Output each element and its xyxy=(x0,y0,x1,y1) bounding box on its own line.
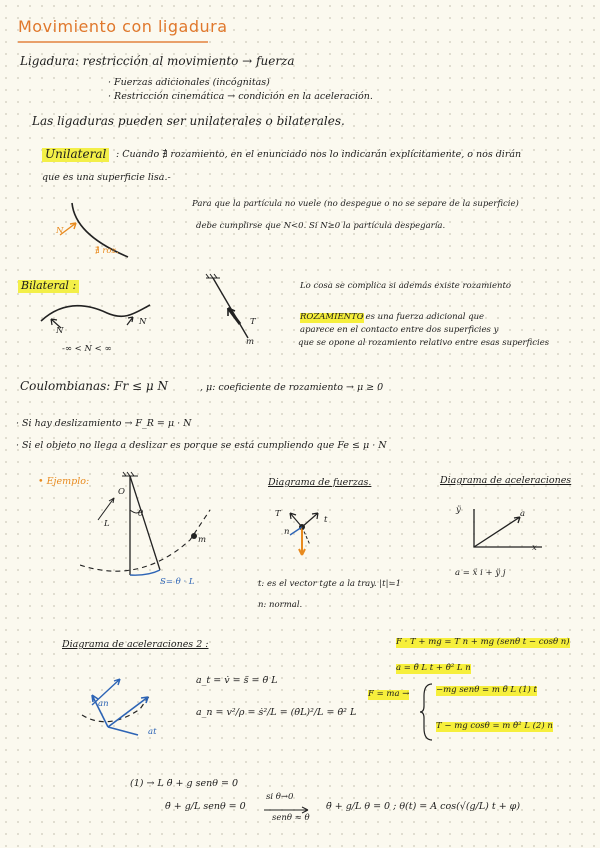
unilateral-n-label: N xyxy=(56,226,64,236)
rozamiento-label: ROZAMIENTO xyxy=(300,312,364,322)
no-friction-label: ∄ roz. xyxy=(95,246,119,256)
arc-length-label: S= θ · L xyxy=(160,577,195,587)
acc-vector-eq: a = θ̈ L t + θ̇² L n xyxy=(396,663,471,673)
length-l-label: L xyxy=(104,519,110,529)
unilateral-text-2: que es una superficie lisa.- xyxy=(42,172,171,183)
newton-eq: F = ma → xyxy=(368,689,410,699)
bilateral-n-right: N xyxy=(139,317,147,327)
mass-label: m xyxy=(246,337,255,347)
example-pendulum-diagram xyxy=(80,470,220,590)
an-label: an xyxy=(98,699,109,709)
rozamiento-def-1: : es una fuerza adicional que xyxy=(360,312,485,322)
normal-note: n: normal. xyxy=(258,600,303,610)
coulomb-bullet-2: · Si el objeto no llega a deslizar es porque se está cumpliendo que Fe ≤ μ · N xyxy=(16,440,387,451)
acc-x-label: x xyxy=(532,543,537,553)
accelerations-diagram xyxy=(462,505,552,555)
friction-note: Lo cosa se complica si además existe rozamiento xyxy=(300,281,512,291)
bullet-2: · Restricción cinemática → condición en la aceleración. xyxy=(108,91,373,102)
unilateral-cond-2: debe cumplirse que N<0. Si N≥0 la partícula despegaría. xyxy=(196,221,446,231)
forces-diagram xyxy=(272,505,342,570)
at-label: at xyxy=(148,727,157,737)
pivot-o-label: O xyxy=(118,487,125,497)
example-label: • Ejemplo: xyxy=(38,476,90,487)
coulomb-mu: , μ: coeficiente de rozamiento → μ ≥ 0 xyxy=(200,382,384,393)
harmonic-solution: θ̈ + g/L θ = 0 ; θ(t) = A cos(√(g/L) t + φ) xyxy=(326,801,521,812)
bullet-1: · Fuerzas adicionales (incógnitas) xyxy=(108,77,270,88)
unilateral-text-1: : Cuando ∄ rozamiento, en el enunciado nos lo indicarán explícitamente, o nos dirán xyxy=(116,149,522,160)
bilateral-range: -∞ < N < ∞ xyxy=(62,344,112,354)
acc-a-label: a xyxy=(520,509,526,519)
example-mass-label: m xyxy=(198,535,207,545)
rozamiento-def-3: que se opone al rozamiento relativo entre esas superficies xyxy=(298,338,550,348)
unilateral-label: Unilateral xyxy=(42,148,109,162)
equation-1-tangent: −mg senθ = m θ̈ L (1) t xyxy=(436,685,537,695)
acc-y-label: ÿ xyxy=(456,505,461,515)
forces-title: Diagrama de fuerzas. xyxy=(268,477,372,488)
normal-vector-label: n xyxy=(284,527,290,537)
ligadura-definition: Ligadura: restricción al movimiento → fuerza xyxy=(20,54,295,68)
accelerations2-diagram xyxy=(78,665,178,750)
forces-t-label: T xyxy=(275,509,281,519)
small-angle-approx: senθ ≈ θ xyxy=(272,813,310,823)
unilateral-cond-1: Para que la partícula no vuele (no despegue o no se separe de la superficie) xyxy=(192,199,519,209)
equation-2-normal: T − mg cosθ = m θ̇² L (2) n xyxy=(436,721,553,731)
bilateral-label: Bilateral : xyxy=(18,280,79,293)
tangent-note: t: es el vector tgte a la tray. |t|=1 xyxy=(258,579,401,589)
system-brace xyxy=(420,682,434,742)
bilateral-n-left: N xyxy=(56,326,64,336)
rozamiento-def-2: aparece en el contacto entre dos superficies y xyxy=(300,325,499,335)
coulomb-bullet-1: · Si hay deslizamiento → F_R = μ · N xyxy=(16,418,192,429)
title-underline xyxy=(18,41,208,43)
normal-acc-eq: a_n = v²/ρ = ṡ²/L = (θ̇L)²/L = θ̇² L xyxy=(196,707,357,718)
ligadura-types: Las ligaduras pueden ser unilaterales o bilaterales. xyxy=(32,114,345,128)
bottom-eq-2: θ̈ + g/L senθ = 0 xyxy=(165,801,246,812)
small-angle-condition: si θ→0 xyxy=(266,792,294,802)
force-sum-eq: F · T + mg = T n + mg (senθ t − cosθ n) xyxy=(396,637,570,647)
acc-equation: a = ẍ i + ÿ j xyxy=(455,568,506,578)
tension-label: T xyxy=(250,317,256,327)
pendulum-tension-diagram xyxy=(198,272,268,352)
theta-label: θ xyxy=(138,509,144,519)
tangent-vector-label: t xyxy=(324,515,328,525)
accelerations-title: Diagrama de aceleraciones xyxy=(440,475,572,486)
tangential-acc-eq: a_t = v̇ = s̈ = θ̈ L xyxy=(196,675,278,686)
coulomb-heading: Coulombianas: Fr ≤ μ N xyxy=(20,379,169,393)
page-title: Movimiento con ligadura xyxy=(18,17,228,36)
bottom-eq-1: (1) → L θ̈ + g senθ = 0 xyxy=(130,778,238,789)
accelerations2-title: Diagrama de aceleraciones 2 : xyxy=(62,639,209,650)
